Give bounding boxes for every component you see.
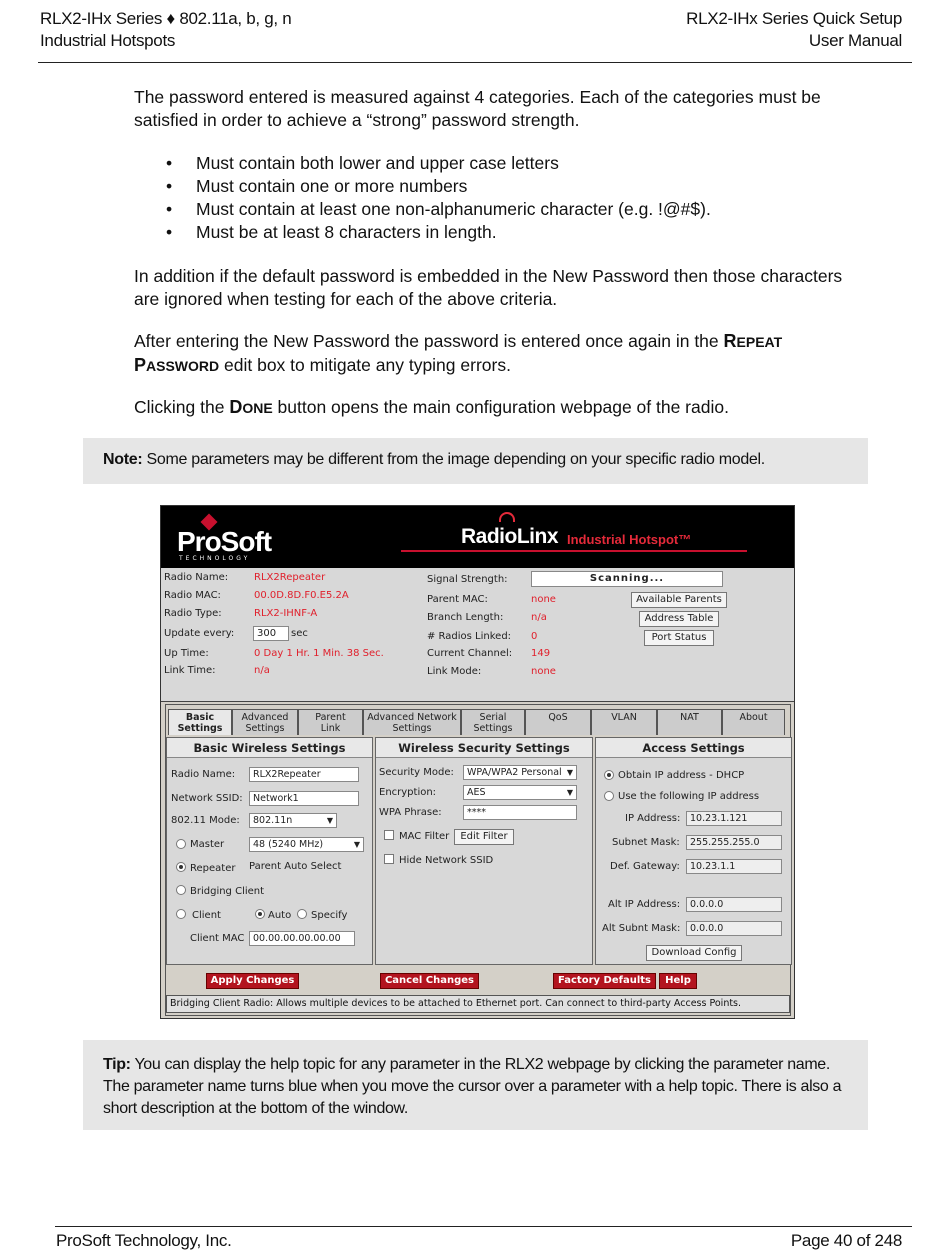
apply-changes-button[interactable]: Apply Changes [206, 973, 299, 989]
note-text: Some parameters may be different from the image depending on your specific radio model. [142, 451, 765, 468]
security-mode-label[interactable]: Security Mode: [379, 767, 454, 778]
client-mac-input[interactable]: 00.00.00.00.00.00 [249, 931, 355, 946]
channel-select[interactable]: 48 (5240 MHz) ▼ [249, 837, 364, 852]
parent-mac-label[interactable]: Parent MAC: [427, 594, 488, 605]
radio-type-value: RLX2-IHNF-A [254, 608, 318, 619]
update-every-input[interactable]: 300 [253, 626, 289, 641]
tab-label: VLAN [611, 712, 637, 723]
text-run: D [229, 397, 243, 417]
up-time-label[interactable]: Up Time: [164, 648, 209, 659]
update-every-label[interactable]: Update every: [164, 628, 235, 639]
update-every-unit: sec [291, 628, 308, 639]
access-settings-section [595, 737, 792, 965]
address-table-button[interactable]: Address Table [639, 611, 719, 627]
list-item: • Must contain both lower and upper case letters [160, 152, 711, 175]
paragraph-default-password: In addition if the default password is embedded in the New Password then those characters are ignored when testing for each of the above criteria. [134, 266, 843, 309]
cancel-changes-button[interactable]: Cancel Changes [380, 973, 479, 989]
mac-filter-checkbox[interactable] [384, 830, 394, 840]
password-rules-list [160, 152, 711, 244]
client-mac-label[interactable]: Client MAC [190, 933, 245, 944]
wireless-security-section [375, 737, 593, 965]
header-doc-type: User Manual [808, 31, 902, 50]
alt-ip-label[interactable]: Alt IP Address: [608, 899, 681, 910]
list-item: • Must contain one or more numbers [160, 175, 711, 198]
product-sub: Industrial Hotspot™ [567, 532, 692, 547]
tab-label: NAT [680, 712, 699, 723]
text-run: ASSWORD [146, 357, 220, 374]
note-box [83, 438, 868, 484]
tab-advanced-settings[interactable] [232, 709, 298, 735]
radio-mac-value: 00.0D.8D.F0.E5.2A [254, 590, 349, 601]
ssid-input[interactable]: Network1 [249, 791, 359, 806]
tab-serial-settings[interactable] [461, 709, 525, 735]
header-divider [38, 62, 912, 63]
term-done [229, 397, 272, 417]
tab-label: Link [320, 723, 341, 734]
help-button[interactable]: Help [659, 973, 697, 989]
header-right [686, 8, 902, 52]
current-channel-value: 149 [531, 648, 551, 659]
tab-label: Settings [245, 723, 285, 734]
mode-label[interactable]: 802.11 Mode: [171, 815, 240, 826]
static-ip-radio[interactable] [604, 791, 614, 801]
text-run: Clicking the [134, 397, 230, 417]
download-config-button[interactable]: Download Config [646, 945, 742, 961]
radio-mac-label[interactable]: Radio MAC: [164, 590, 221, 601]
bridging-client-radio[interactable] [176, 885, 186, 895]
brand-sub: TECHNOLOGY [179, 555, 251, 562]
section-title: Access Settings [596, 738, 791, 758]
link-mode-value: none [531, 666, 556, 677]
tab-advanced-network-settings[interactable] [363, 709, 461, 735]
repeater-radio[interactable] [176, 862, 186, 872]
dhcp-radio[interactable] [604, 770, 614, 780]
settings-tabs [168, 709, 785, 735]
radio-name-field-label[interactable]: Radio Name: [171, 769, 236, 780]
branch-length-label[interactable]: Branch Length: [427, 612, 504, 623]
mac-filter-label: MAC Filter [399, 831, 450, 842]
header-product-family: Industrial Hotspots [40, 31, 176, 50]
tab-label: QoS [548, 712, 568, 723]
gateway-input[interactable]: 10.23.1.1 [686, 859, 782, 874]
parent-auto-select-label: Parent Auto Select [249, 861, 342, 872]
link-mode-label[interactable]: Link Mode: [427, 666, 482, 677]
term-password [134, 355, 219, 375]
tab-label: Advanced Network [367, 712, 457, 723]
tip-text: You can display the help topic for any parameter in the RLX2 webpage by clicking the parameter name. The parameter name turns blue when you move the cursor over a parameter with a help topic. There is also a short description at the bottom of the window. [103, 1056, 842, 1117]
master-label: Master [190, 839, 225, 850]
tab-label: Settings [392, 723, 432, 734]
security-mode-select[interactable]: WPA/WPA2 Personal ▼ [463, 765, 577, 780]
list-item: • Must be at least 8 characters in length. [160, 221, 711, 244]
wpa-phrase-input[interactable]: **** [463, 805, 577, 820]
text-run: After entering the New Password the password is entered once again in the [134, 331, 724, 351]
encryption-select[interactable]: AES ▼ [463, 785, 577, 800]
bridging-client-label: Bridging Client [190, 886, 265, 897]
mode-select[interactable]: 802.11n ▼ [249, 813, 337, 828]
basic-wireless-section [166, 737, 373, 965]
signal-strength-label[interactable]: Signal Strength: [427, 574, 508, 585]
link-time-value: n/a [254, 665, 270, 676]
alt-ip-input[interactable]: 0.0.0.0 [686, 897, 782, 912]
tab-basic-settings[interactable] [168, 709, 232, 735]
tab-about[interactable] [722, 709, 785, 735]
alt-subnet-label[interactable]: Alt Subnt Mask: [602, 923, 681, 934]
tab-label: Advanced [241, 712, 289, 723]
wpa-phrase-label[interactable]: WPA Phrase: [379, 807, 442, 818]
gateway-label[interactable]: Def. Gateway: [610, 861, 680, 872]
radio-name-input[interactable]: RLX2Repeater [249, 767, 359, 782]
tab-label: About [739, 712, 768, 723]
tip-label: Tip: [103, 1056, 131, 1073]
paragraph-done-button [134, 396, 854, 420]
section-title: Basic Wireless Settings [167, 738, 372, 758]
factory-defaults-button[interactable]: Factory Defaults [553, 973, 656, 989]
static-ip-label: Use the following IP address [618, 791, 760, 802]
banner [161, 506, 794, 568]
radio-name-label[interactable]: Radio Name: [164, 572, 229, 583]
product-logo: RadioLinx [461, 525, 559, 548]
repeater-label: Repeater [190, 863, 236, 874]
radio-type-label[interactable]: Radio Type: [164, 608, 222, 619]
ip-address-label[interactable]: IP Address: [625, 813, 681, 824]
text-run: edit box to mitigate any typing errors. [219, 354, 511, 375]
tab-label: Serial [479, 712, 507, 723]
dhcp-label: Obtain IP address - DHCP [618, 770, 745, 781]
status-panel [161, 568, 794, 702]
ssid-label[interactable]: Network SSID: [171, 793, 243, 804]
specify-radio[interactable] [297, 909, 307, 919]
help-description-bar: Bridging Client Radio: Allows multiple devices to be attached to Ethernet port. Can connect to third-party Access Points. [166, 995, 790, 1013]
client-radio[interactable] [176, 909, 186, 919]
edit-filter-button[interactable]: Edit Filter [454, 829, 514, 845]
paragraph-repeat-password [134, 330, 854, 377]
tab-label: Settings [177, 723, 223, 734]
current-channel-label[interactable]: Current Channel: [427, 648, 513, 659]
link-time-label[interactable]: Link Time: [164, 665, 216, 676]
header-series: RLX2-IHx Series ♦ 802.11a, b, g, n [40, 9, 292, 28]
hide-ssid-label: Hide Network SSID [399, 855, 494, 866]
settings-panel [165, 704, 791, 1016]
footer-divider [55, 1226, 912, 1227]
signal-strength-meter: Scanning... [531, 571, 723, 587]
wifi-icon [499, 512, 515, 522]
hide-ssid-checkbox[interactable] [384, 854, 394, 864]
encryption-label[interactable]: Encryption: [379, 787, 437, 798]
brand-logo: ProSoft [177, 526, 272, 557]
master-radio[interactable] [176, 839, 186, 849]
tab-parent-link[interactable] [298, 709, 363, 735]
tab-label: Parent [315, 712, 346, 723]
available-parents-button[interactable]: Available Parents [631, 592, 727, 608]
radios-linked-value: 0 [531, 631, 538, 642]
subnet-mask-input[interactable]: 255.255.255.0 [686, 835, 782, 850]
tip-box [83, 1040, 868, 1130]
specify-label: Specify [311, 910, 348, 921]
subnet-mask-label[interactable]: Subnet Mask: [612, 837, 680, 848]
text-run: EPEAT [736, 334, 783, 350]
tab-label: Settings [473, 723, 513, 734]
tab-nat[interactable] [657, 709, 722, 735]
header-doc-title: RLX2-IHx Series Quick Setup [686, 9, 902, 28]
header-left [40, 8, 291, 52]
text-run: R [723, 331, 737, 351]
tab-qos[interactable] [525, 709, 591, 735]
section-title: Wireless Security Settings [376, 738, 592, 758]
port-status-button[interactable]: Port Status [644, 630, 714, 646]
radio-webpage-screenshot [160, 505, 795, 1019]
branch-length-value: n/a [531, 612, 547, 623]
auto-label: Auto [268, 910, 292, 921]
text-run: P [134, 354, 147, 375]
note-label: Note: [103, 451, 143, 468]
client-label: Client [192, 910, 221, 921]
text-run: button opens the main configuration webpage of the radio. [272, 397, 729, 417]
alt-subnet-input[interactable]: 0.0.0.0 [686, 921, 782, 936]
radio-name-value: RLX2Repeater [254, 572, 326, 583]
up-time-value: 0 Day 1 Hr. 1 Min. 38 Sec. [254, 648, 384, 659]
radios-linked-label[interactable]: # Radios Linked: [427, 631, 512, 642]
tab-label: Basic [185, 712, 215, 723]
parent-mac-value: none [531, 594, 556, 605]
footer-company: ProSoft Technology, Inc. [56, 1231, 232, 1250]
text-run: ONE [242, 400, 273, 416]
auto-radio[interactable] [255, 909, 265, 919]
footer-page-number: Page 40 of 248 [790, 1231, 902, 1250]
tab-vlan[interactable] [591, 709, 657, 735]
paragraph-password-categories: The password entered is measured against 4 categories. Each of the categories must be satisfied in order to achieve a “strong” password strength. [134, 87, 821, 130]
list-item: • Must contain at least one non-alphanumeric character (e.g. !@#$). [160, 198, 711, 221]
ip-address-input[interactable]: 10.23.1.121 [686, 811, 782, 826]
banner-divider [401, 550, 747, 552]
term-repeat [724, 331, 783, 351]
